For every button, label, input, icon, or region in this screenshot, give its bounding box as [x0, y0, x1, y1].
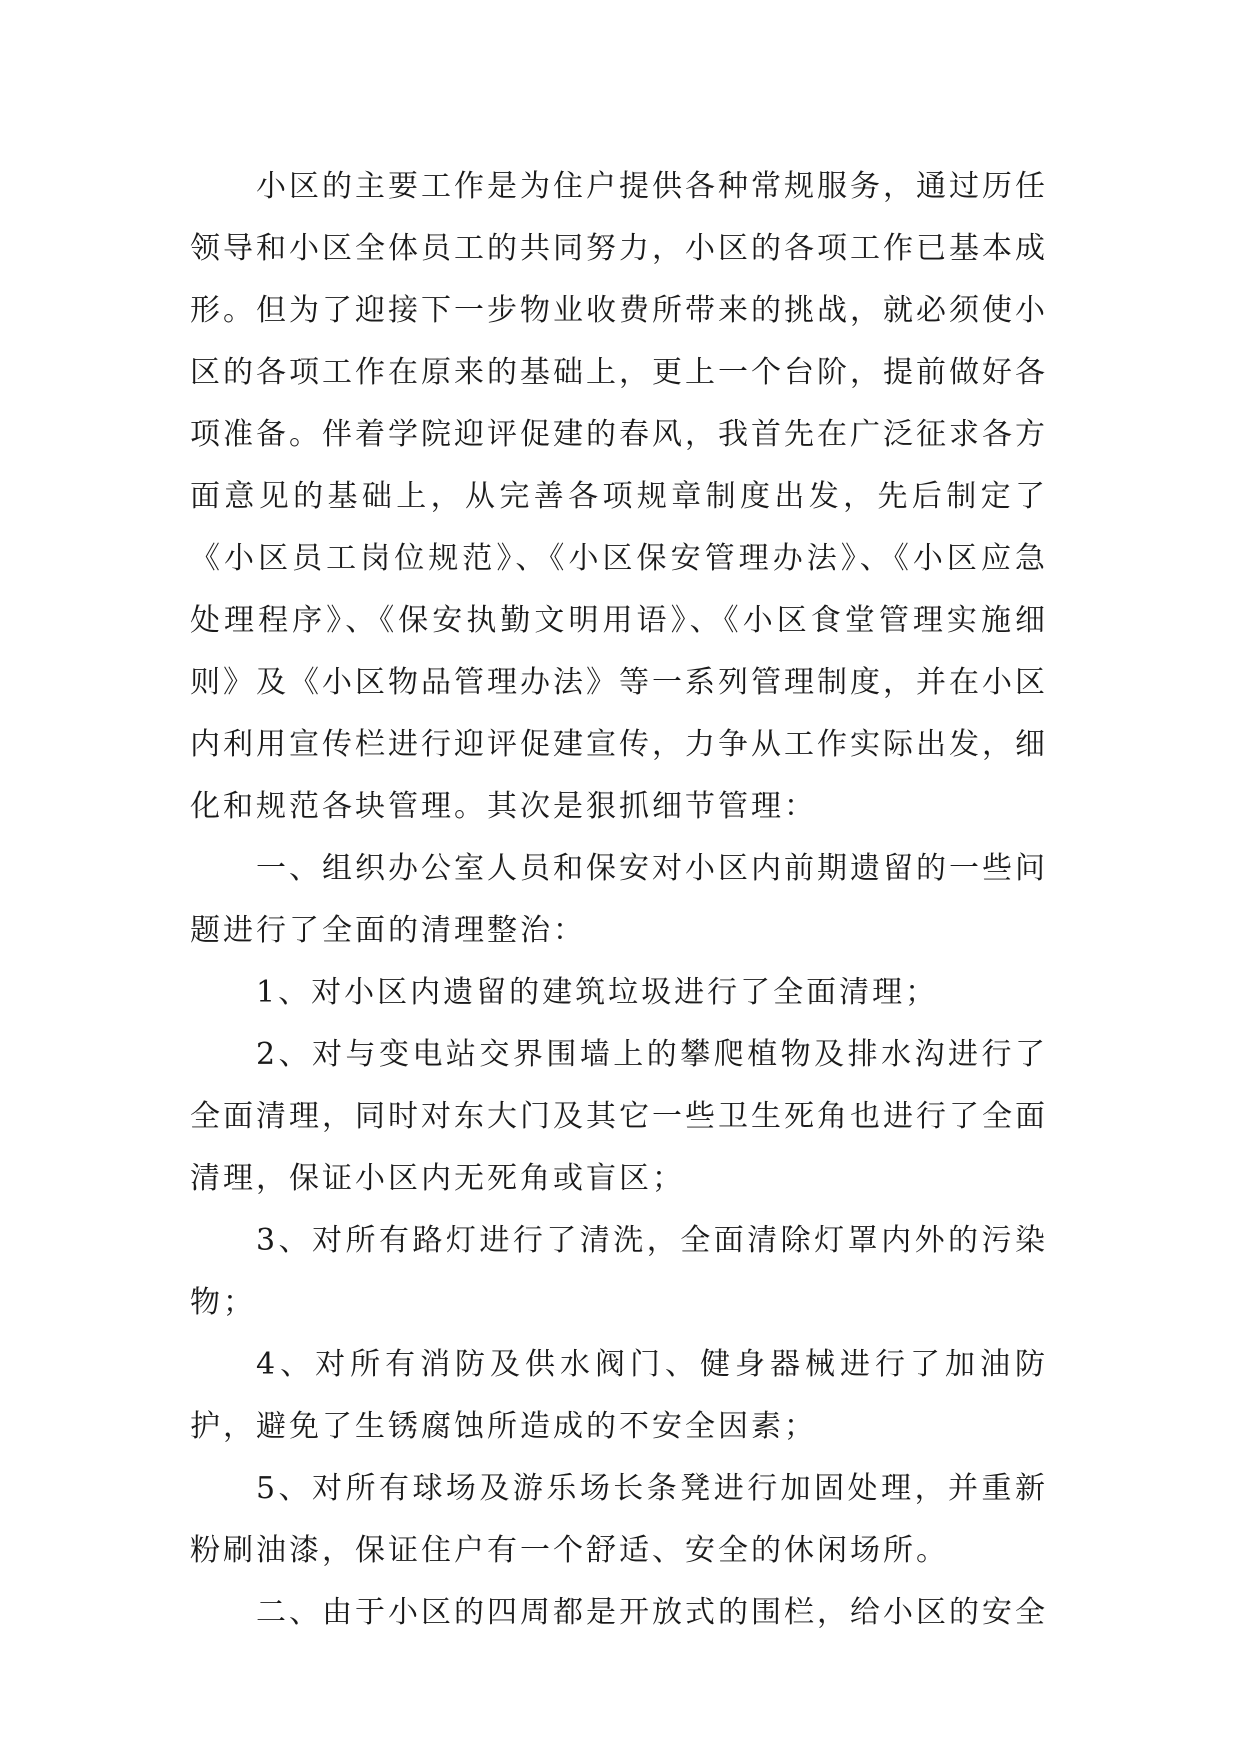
paragraph-section-one-heading: 一、组织办公室人员和保安对小区内前期遗留的一些问题进行了全面的清理整治： [190, 851, 1048, 948]
document-body [190, 156, 1048, 1644]
paragraph-section-two-start: 二、由于小区的四周都是开放式的围栏，给小区的安全 [256, 1595, 1048, 1630]
paragraph-intro: 小区的主要工作是为住户提供各种常规服务，通过历任领导和小区全体员工的共同努力，小区的各项工作已基本成形。但为了迎接下一步物业收费所带来的挑战，就必须使小区的各项工作在原来的基础上，更上一个台阶，提前做好各项准备。伴着学院迎评促建的春风，我首先在广泛征求各方面意见的基础上，从完善各项规章制度出发，先后制定了《小区员工岗位规范》、《小区保安管理办法》、《小区应急处理程序》、《保安执勤文明用语》、《小区食堂管理实施细则》及《小区物品管理办法》等一系列管理制度，并在小区内利用宣传栏进行迎评促建宣传，力争从工作实际出发，细化和规范各块管理。其次是狠抓细节管理： [190, 169, 1048, 824]
list-item-1: 1、对小区内遗留的建筑垃圾进行了全面清理； [256, 975, 939, 1010]
list-item-4: 4、对所有消防及供水阀门、健身器械进行了加油防护，避免了生锈腐蚀所造成的不安全因素； [190, 1347, 1048, 1444]
list-item-5: 5、对所有球场及游乐场长条凳进行加固处理，并重新粉刷油漆，保证住户有一个舒适、安全的休闲场所。 [190, 1471, 1048, 1568]
list-item-3: 3、对所有路灯进行了清洗，全面清除灯罩内外的污染物； [190, 1223, 1048, 1320]
list-item-2: 2、对与变电站交界围墙上的攀爬植物及排水沟进行了全面清理，同时对东大门及其它一些卫生死角也进行了全面清理，保证小区内无死角或盲区； [190, 1037, 1048, 1196]
